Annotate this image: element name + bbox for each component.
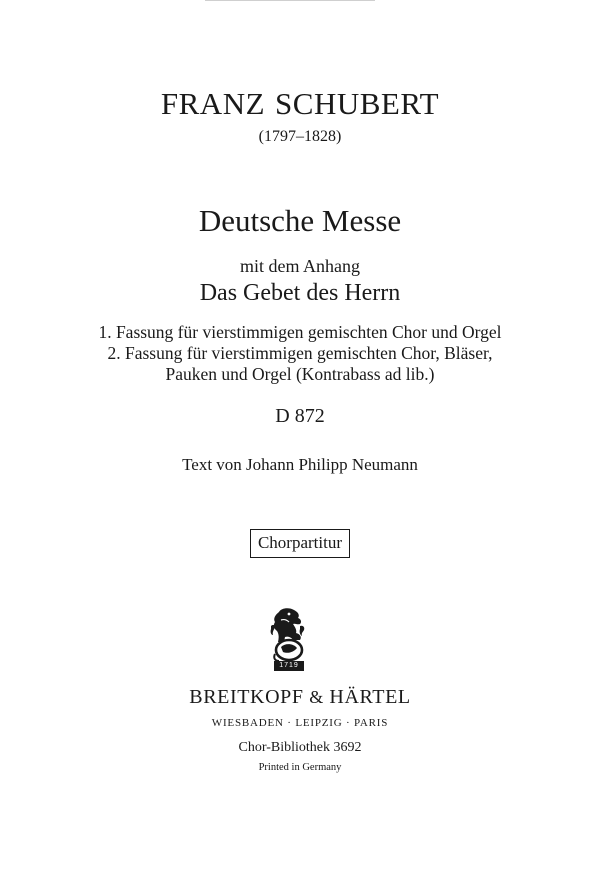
catalog-number: D 872 — [275, 405, 325, 427]
publisher-name-right: HÄRTEL — [329, 686, 411, 708]
text-credit: Text von Johann Philipp Neumann — [182, 455, 418, 474]
appendix-title: Das Gebet des Herrn — [199, 280, 401, 306]
work-subtitle: mit dem Anhang — [240, 256, 360, 276]
composer-dates: (1797–1828) — [258, 128, 342, 145]
edition-type-label: Chorpartitur — [250, 529, 350, 558]
publisher-cities: WIESBADEN · LEIPZIG · PARIS — [211, 717, 389, 729]
version-line-2: 2. Fassung für vierstimmigen gemischten Chor, Bläser, — [107, 343, 493, 363]
publisher-name-left: BREITKOPF — [189, 686, 304, 708]
composer-last-name: SCHUBERT — [275, 86, 440, 121]
series-number: Chor-Bibliothek 3692 — [238, 740, 362, 755]
top-rule — [205, 0, 375, 1]
composer-first-name: FRANZ — [160, 86, 266, 121]
publisher-name — [0, 686, 600, 709]
printed-in: Printed in Germany — [258, 762, 342, 773]
publisher-ampersand: & — [309, 687, 324, 707]
composer-name — [0, 86, 600, 122]
version-line-1: 1. Fassung für vierstimmigen gemischten Chor und Orgel — [98, 322, 502, 342]
version-line-3: Pauken und Orgel (Kontrabass ad lib.) — [165, 364, 435, 384]
edition-type-box — [0, 529, 600, 558]
work-title: Deutsche Messe — [198, 203, 402, 238]
logo-year: 1719 — [279, 662, 299, 669]
